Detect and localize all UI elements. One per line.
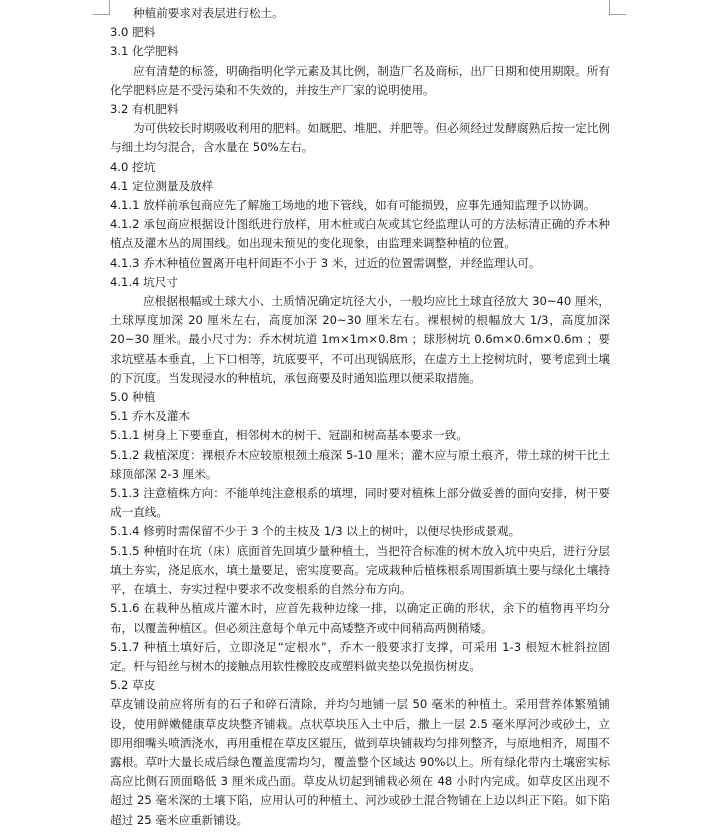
paragraph: 3.2 有机肥料 (110, 102, 179, 117)
paragraph: 3.1 化学肥料 (110, 44, 179, 59)
paragraph: 5.0 种植 (110, 390, 156, 405)
indented-paragraph: 应根据根幅或土球大小、土质情况确定坑径大小，一般均应比土球直径放大 30~40 厘米，土球厚度加深 20 厘米左右，高度加深 20~30 厘米左右。裸根树的根幅放大 1/3，高度加深 20~30 厘米。最小尺寸为：乔木树坑道 1m×1m×0.8m ；球形树坑 0.6m×0.6m×0.6m ；要求坑壁基本垂直，上下口相等，坑底要平，不可出现锅底形，在虚方土上挖树坑时，要考虑到土壤的下沉度。当发现浸水的种植坑，承包商要及时通知监理以便采取措施。 (110, 294, 610, 385)
paragraph: 4.0 挖坑 (110, 159, 156, 174)
crop-mark-top-left (93, 0, 110, 15)
paragraph: 5.1.1 树身上下要垂直，相邻树木的树干、冠副和树高基本要求一致。 (110, 428, 468, 443)
indented-paragraph: 种植前要求对表层进行松土。 (133, 6, 284, 20)
paragraph: 草皮铺设前应将所有的石子和碎石清除，并均匀地铺一层 50 毫米的种植土。采用营养体繁殖铺设，使用鲜嫩健康草皮块整齐铺栽。点状草块压入土中后，撒上一层 2.5 毫米厚河沙或砂土，立即用细嘴头喷洒浇水，再用重棍在草皮区辊压，做到草块铺栽均匀排列整齐，与原地相齐，周围不露根。草叶大量长成后绿色覆盖度需均匀，覆盖整个区域达 90%以上。所有绿化带内土壤密实标高应比侧石顶面略低 3 厘米成凸面。草皮从切起到铺栽必须在 48 小时内完成。如草皮区出现不超过 25 毫米深的土壤下陷，应用认可的种植土、河沙或砂土混合物铺在上边以纠正下陷。如下陷超过 25 毫米应重新铺设。 (110, 697, 610, 827)
paragraph: 5.2 草皮 (110, 678, 156, 693)
indented-paragraph: 为可供较长时期吸收利用的肥料。如厩肥、堆肥、并肥等。但必须经过发酵腐熟后按一定比例与细土均匀混合，含水量在 50%左右。 (110, 121, 610, 155)
crop-mark-top-right (609, 0, 626, 15)
document-body (110, 4, 610, 830)
paragraph: 5.1.2 栽植深度：裸根乔木应较原根颈土痕深 5-10 厘米；灌木应与原土痕齐，带土球的树干比土球顶部深 2-3 厘米。 (110, 447, 610, 481)
paragraph: 4.1.3 乔木种植位置离开电杆间距不小于 3 米，过近的位置需调整，并经监理认可。 (110, 255, 541, 270)
paragraph: 5.1.6 在栽种丛植成片灌木时，应首先栽种边缘一排，以确定正确的形状，余下的植物再平均分布，以覆盖种植区。但必须注意每个单元中高矮整齐或中间稍高两侧稍矮。 (110, 601, 610, 635)
paragraph: 4.1.2 承包商应根据设计图纸进行放样，用木桩或白灰或其它经监理认可的方法标清正确的乔木种植点及灌木丛的周围线。如出现未预见的变化现象，由监理来调整种植的位置。 (110, 217, 610, 251)
paragraph: 4.1.4 坑尺寸 (110, 274, 178, 289)
paragraph: 4.1.1 放样前承包商应先了解施工场地的地下管线，如有可能损毁，应事先通知监理予以协调。 (110, 198, 596, 213)
paragraph: 5.1.3 注意植株方向：不能单纯注意根系的填埋，同时要对植株上部分做妥善的面向安排，树干要成一直线。 (110, 486, 610, 520)
paragraph: 4.1 定位测量及放样 (110, 178, 214, 193)
paragraph: 3.0 肥料 (110, 25, 156, 40)
paragraph: 5.1.4 修剪时需保留不少于 3 个的主枝及 1/3 以上的树叶，以便尽快形成景观。 (110, 524, 521, 539)
paragraph: 5.1.5 种植时在坑（床）底面首先回填少量种植土，当把符合标准的树木放入坑中央后，进行分层填土夯实，浇足底水，填土量要足，密实度要高。完成栽种后植株根系周围新填土要与绿化土壤持平，在填土、夯实过程中要求不改变根系的自然分布方向。 (110, 543, 610, 597)
paragraph: 5.1 乔木及灌木 (110, 409, 191, 424)
paragraph: 5.1.7 种植土填好后，立即浇足“定根水”，乔木一般要求打支撑，可采用 1-3 根短木桩斜拉固定。杆与铅丝与树木的接触点用软性橡胶皮或塑料做夹垫以免损伤树皮。 (110, 639, 610, 673)
indented-paragraph: 应有清楚的标签，明确指明化学元素及其比例，制造厂名及商标，出厂日期和使用期限。所有化学肥料应是不受污染和不失效的，并按生产厂家的说明使用。 (110, 63, 610, 97)
